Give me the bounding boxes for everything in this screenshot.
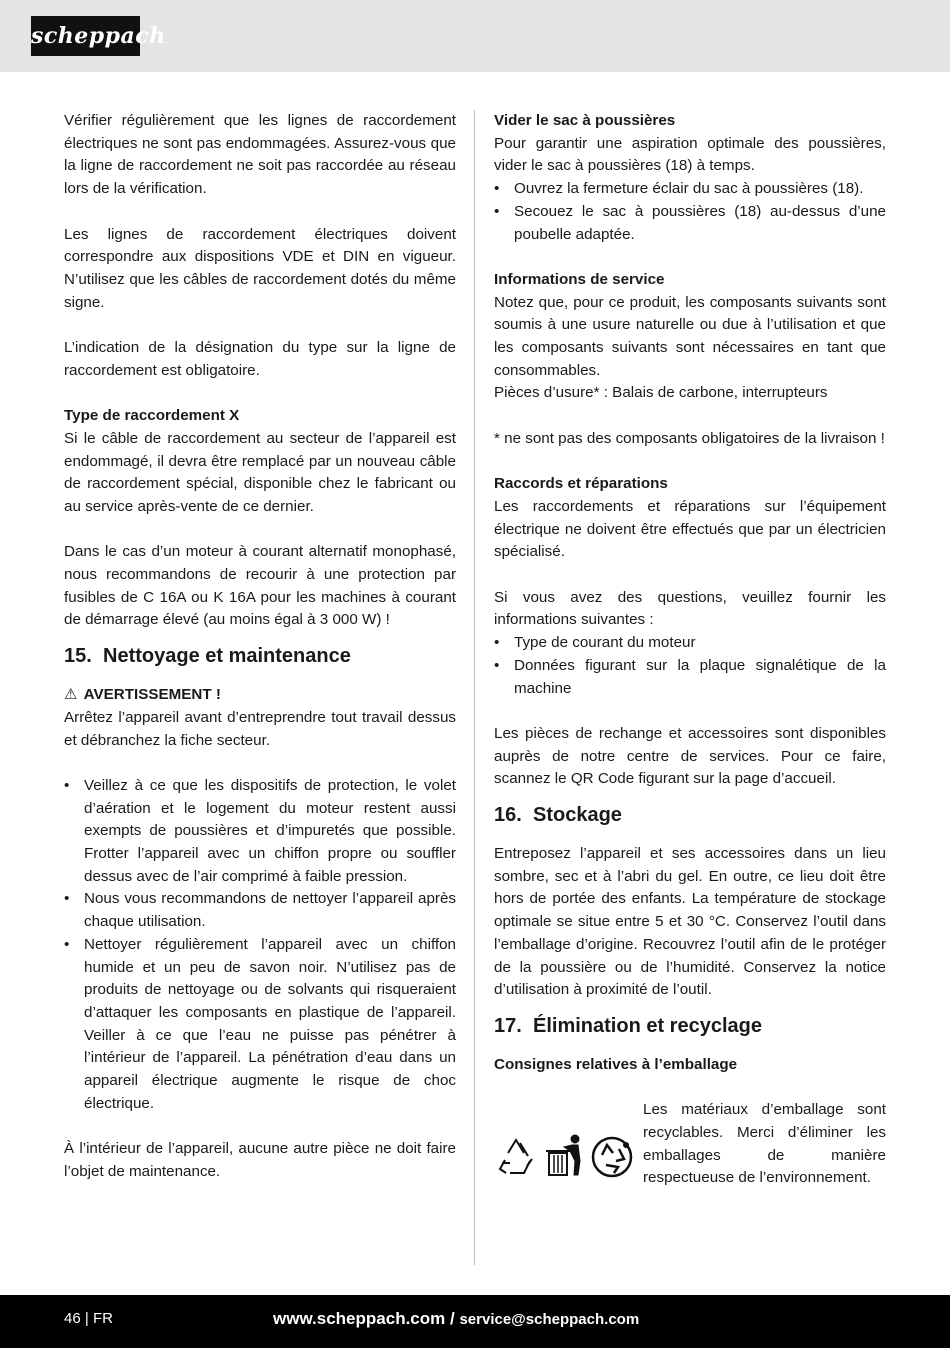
section-15-number: 15.: [64, 645, 92, 668]
wear-parts-note: * ne sont pas des composants obligatoires de la livraison !: [494, 429, 885, 447]
section-16-heading: [494, 791, 886, 843]
left-column: [64, 110, 456, 1184]
connection-check-paragraph: Vérifier régulièrement que les lignes de raccordement électriques ne sont pas endommagées. Assurez-vous que la ligne de raccordement ne soit pas raccordée au réseau lors de la vérification.: [64, 112, 456, 198]
dust-bag-list: [494, 178, 886, 246]
repairs-heading: Raccords et réparations: [494, 475, 668, 493]
email-link[interactable]: service@scheppach.com: [459, 1311, 640, 1328]
footer-slash: /: [449, 1309, 455, 1328]
right-column: [494, 110, 886, 1190]
list-item: • Données figurant sur la plaque signalétique de la machine: [494, 655, 886, 700]
connection-standards-paragraph: Les lignes de raccordement électriques doivent correspondre aux dispositions VDE et DIN en vigueur. N’utilisez que les câbles de raccordement dotés du même signe.: [64, 225, 456, 311]
list-item: • Type de courant du moteur: [494, 632, 886, 655]
section-16-number: 16.: [494, 804, 522, 827]
list-item: • Nous vous recommandons de nettoyer l’appareil après chaque utilisation.: [64, 888, 456, 933]
footer-bar: [0, 1295, 950, 1348]
warning-text: Arrêtez l’appareil avant d’entreprendre tout travail dessus et débranchez la fiche secteur.: [64, 708, 456, 749]
list-item: • Ouvrez la fermeture éclair du sac à poussières (18).: [494, 178, 886, 201]
warning-triangle-icon: ⚠: [64, 686, 78, 704]
column-divider: [474, 110, 475, 1265]
section-15-heading: [64, 632, 456, 684]
warning-heading: [64, 684, 456, 707]
questions-list: [494, 632, 886, 700]
maintenance-list: [64, 775, 456, 1116]
repairs-text: Les raccordements et réparations sur l’équipement électrique ne doivent être effectués que par un électricien spécialisé.: [494, 497, 886, 561]
service-info-heading: Informations de service: [494, 270, 665, 288]
dust-bag-text: Pour garantir une aspiration optimale des poussières, vider le sac à poussières (18) à temps.: [494, 134, 886, 175]
no-other-parts-paragraph: À l’intérieur de l’appareil, aucune autre pièce ne doit faire l’objet de maintenance.: [64, 1140, 456, 1180]
list-item: • Secouez le sac à poussières (18) au-dessus d’une poubelle adaptée.: [494, 201, 886, 246]
section-16-title: Stockage: [533, 804, 622, 827]
warning-title: AVERTISSEMENT !: [83, 686, 221, 704]
language-code: FR: [92, 1310, 113, 1327]
page-number: 46: [64, 1310, 81, 1327]
type-designation-paragraph: L’indication de la désignation du type sur la ligne de raccordement est obligatoire.: [64, 339, 456, 379]
questions-text: Si vous avez des questions, veuillez fournir les informations suivantes :: [494, 588, 886, 629]
wear-parts-line: Pièces d’usure* : Balais de carbone, interrupteurs: [494, 384, 828, 402]
page-indicator: [64, 1295, 113, 1343]
list-item: • Veillez à ce que les dispositifs de protection, le volet d’aération et le logement du moteur restent aussi exempts de poussières et d’impuretés que possible. Frotter l’appareil avec un chiffon propre ou souffler dessus avec de l’air comprimé à faible pression.: [64, 775, 456, 889]
brand-logo: scheppach: [31, 16, 140, 56]
dust-bag-heading: Vider le sac à poussières: [494, 112, 676, 129]
section-17-heading: [494, 1002, 886, 1054]
packaging-heading: Consignes relatives à l’emballage: [494, 1055, 738, 1073]
motor-fuse-paragraph: Dans le cas d’un moteur à courant alternatif monophasé, nous recommandons de recourir à une protection par fusibles de C 16A ou K 16A pour les machines à courant de démarrage élevé (au moins égal à 3 000 W) !: [64, 543, 456, 629]
header-bar: [0, 0, 950, 72]
website-link[interactable]: www.scheppach.com: [273, 1309, 446, 1328]
packaging-text: Les matériaux d’emballage sont recyclables. Merci d’éliminer les emballages de manière respectueuse de l’environnement.: [643, 1101, 886, 1187]
recycle-circle-icon: [593, 1138, 631, 1176]
packaging-block: [494, 1099, 886, 1190]
trash-bin-person-icon: [546, 1135, 580, 1175]
service-info-text: Notez que, pour ce produit, les composants suivants sont soumis à une usure naturelle ou due à l’utilisation et que les composants suivants sont nécessaires en tant que consommables.: [494, 293, 886, 379]
storage-text: Entreposez l’appareil et ses accessoires dans un lieu sombre, sec et à l’abri du gel. En outre, ce lieu doit être hors de portée des enfants. La température de stockage optimale se situe entre 5 et 30 °C. Conservez l’outil dans l’emballage d’origine. Recouvrez l’outil afin de le protéger de la poussière ou de l’humidité. Conservez la notice d’utilisation à proximité de l’outil.: [494, 845, 886, 999]
spare-parts-text: Les pièces de rechange et accessoires sont disponibles auprès de notre centre de services. Pour ce faire, scannez le QR Code figurant sur la page d’accueil.: [494, 724, 886, 788]
section-15-title: Nettoyage et maintenance: [103, 645, 351, 668]
footer-separator: |: [84, 1310, 89, 1327]
connection-type-x-heading: Type de raccordement X: [64, 407, 240, 425]
recycle-icon: [500, 1140, 532, 1173]
section-17-number: 17.: [494, 1014, 522, 1037]
recycling-icons: [494, 1133, 639, 1181]
section-17-title: Élimination et recyclage: [533, 1014, 762, 1037]
connection-type-x-text: Si le câble de raccordement au secteur de l’appareil est endommagé, il devra être remplacé par un nouveau câble de raccordement spécial, disponible chez le fabricant ou au service après-vente de ce dernier.: [64, 429, 456, 515]
list-item: • Nettoyer régulièrement l’appareil avec un chiffon humide et un peu de savon noir. N’utilisez pas de produits de nettoyage ou de solvants qui risqueraient d’attaquer les composants en plastique de l’appareil. Veiller à ce que l’eau ne puisse pas pénétrer à l’intérieur de l’appareil. La pénétration d’eau dans un appareil électrique augmente le risque de choc électrique.: [64, 934, 456, 1116]
footer-links: [273, 1295, 639, 1344]
